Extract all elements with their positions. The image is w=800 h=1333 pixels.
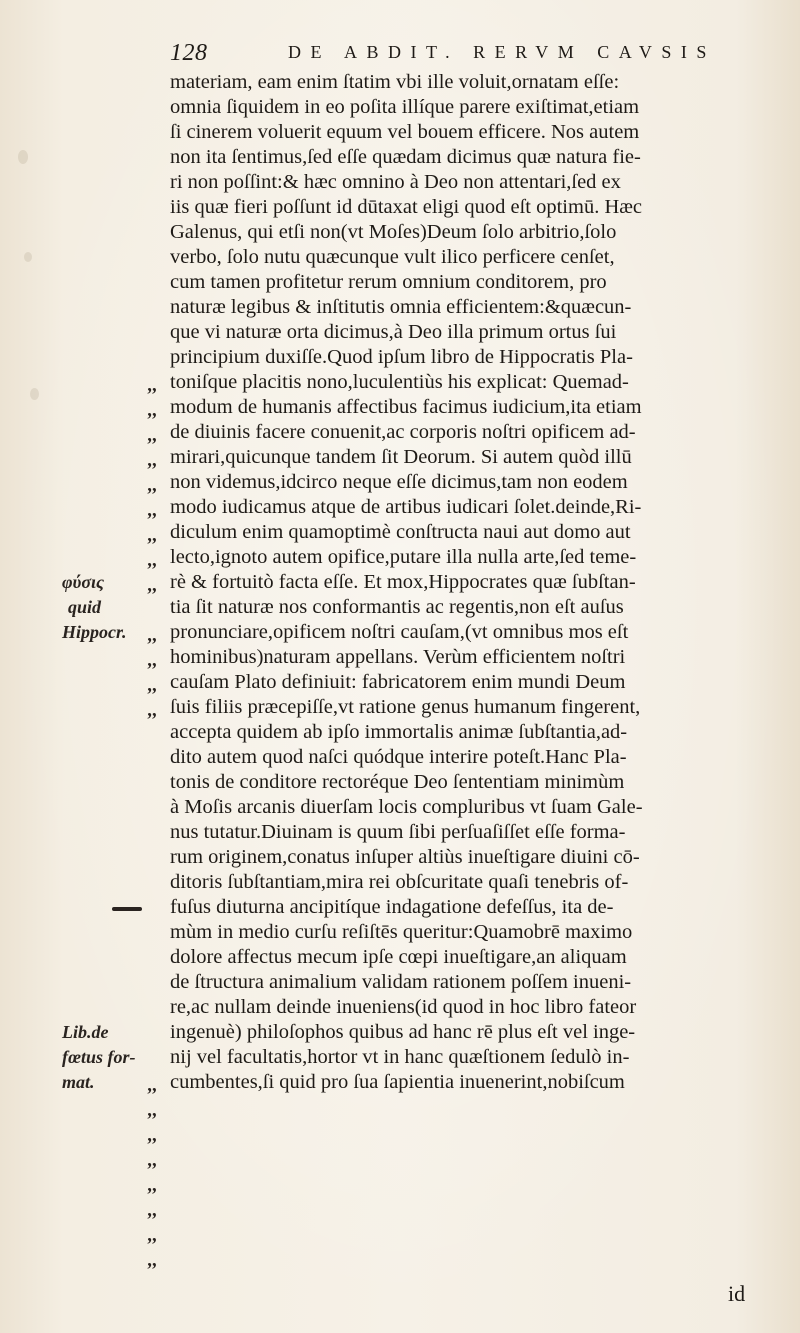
text-line: verbo, ſolo nutu quæcunque vult ilico perficere cenſet, <box>170 246 615 268</box>
quote-mark: ,, <box>148 1250 158 1271</box>
text-line: non ita ſentimus,ſed eſſe quædam dicimus quæ natura fie- <box>170 146 641 168</box>
ink-pointer-mark <box>112 907 142 911</box>
text-line: hominibus)naturam appellans. Verùm efficientem noſtri <box>170 646 626 668</box>
text-line: tia ſit naturæ nos conformantis ac regentis,non eſt auſus <box>170 596 624 618</box>
text-line: diculum enim quamoptimè conſtructa naui aut domo aut <box>170 521 631 543</box>
quote-mark: ,, <box>148 650 158 671</box>
margin-note-physis: φύσις <box>62 572 105 592</box>
text-line: rè & fortuitò facta eſſe. Et mox,Hippocrates quæ ſubſtan- <box>170 571 636 593</box>
margin-note-hippocr: Hippocr. <box>62 622 127 642</box>
quote-mark: ,, <box>148 450 158 471</box>
text-line: de ſtructura animalium validam rationem poſſem inueni- <box>170 971 632 993</box>
running-title: DE ABDIT. RERVM CAVSIS <box>288 42 716 62</box>
page-header <box>170 40 760 68</box>
text-line: dito autem quod naſci quódque interire poteſt.Hanc Pla- <box>170 746 627 768</box>
foxing-spot <box>18 150 28 164</box>
text-line: mùm in medio curſu reſiſtēs queritur:Quamobrē maximo <box>170 921 633 943</box>
quote-mark: ,, <box>148 475 158 496</box>
foxing-spot <box>30 388 39 400</box>
text-line: re,ac nullam deinde inueniens(id quod in hoc libro fateor <box>170 996 637 1018</box>
quote-mark: ,, <box>148 1200 158 1221</box>
quote-mark: ,, <box>148 1175 158 1196</box>
text-line: ditoris ſubſtantiam,mira rei obſcuritate quaſi tenebris of- <box>170 871 629 893</box>
text-line: cumbentes,ſi quid pro ſua ſapientia inuenerint,nobiſcum <box>170 1071 625 1093</box>
text-line: non videmus,idcirco neque eſſe dicimus,tam non eodem <box>170 471 628 493</box>
text-line: de diuinis facere conuenit,ac corporis noſtri opificem ad- <box>170 421 636 443</box>
text-line: modo iudicamus atque de artibus iudicari ſolet.deinde,Ri- <box>170 496 642 518</box>
margin-note-lib-de: Lib.de <box>62 1022 109 1042</box>
text-line: que vi naturæ orta dicimus,à Deo illa primum ortus ſui <box>170 321 617 343</box>
text-line: cum tamen profitetur rerum omnium conditorem, pro <box>170 271 607 293</box>
foxing-spot <box>24 252 32 262</box>
text-line: nus tutatur.Diuinam is quum ſibi perſuaſiſſet eſſe forma- <box>170 821 626 843</box>
quote-mark: ,, <box>148 500 158 521</box>
text-line: lecto,ignoto autem opifice,putare illa nulla arte,ſed teme- <box>170 546 637 568</box>
quote-mark: ,, <box>148 625 158 646</box>
text-line: iis quæ fieri poſſunt id dūtaxat eligi quod eſt optimū. Hæc <box>170 196 643 218</box>
margin-note-quid: quid <box>68 597 102 617</box>
quote-mark: ,, <box>148 1225 158 1246</box>
text-line: mirari,quicunque tandem ſit Deorum. Si autem quòd illū <box>170 446 632 468</box>
margin-note-foetus-for: fœtus for- <box>62 1047 136 1067</box>
text-line: rum originem,conatus inſuper altiùs inueſtigare diuini cō- <box>170 846 640 868</box>
quote-mark: ,, <box>148 675 158 696</box>
text-line: cauſam Plato definiuit: fabricatorem enim mundi Deum <box>170 671 626 693</box>
text-line: ri non poſſint:& hæc omnino à Deo non attentari,ſed ex <box>170 171 621 193</box>
quote-mark: ,, <box>148 700 158 721</box>
text-line: principium duxiſſe.Quod ipſum libro de Hippocratis Pla- <box>170 346 633 368</box>
text-line: toniſque placitis nono,luculentiùs his explicat: Quemad- <box>170 371 629 393</box>
text-line: dolore affectus mecum ipſe cœpi inueſtigare,an aliquam <box>170 946 627 968</box>
quote-mark: ,, <box>148 575 158 596</box>
quote-mark: ,, <box>148 550 158 571</box>
text-line: Galenus, qui etſi non(vt Moſes)Deum ſolo arbitrio,ſolo <box>170 221 617 243</box>
text-line: fuſus diuturna ancipitíque indagatione defeſſus, ita de- <box>170 896 614 918</box>
page-number: 128 <box>170 40 208 66</box>
text-line: omnia ſiquidem in eo poſita illíque parere exiſtimat,etiam <box>170 96 640 118</box>
quote-mark: ,, <box>148 425 158 446</box>
text-line: ingenuè) philoſophos quibus ad hanc rē plus eſt vel inge- <box>170 1021 636 1043</box>
text-line: accepta quidem ab ipſo immortalis animæ ſubſtantia,ad- <box>170 721 628 743</box>
text-line: tonis de conditore rectoréque Deo ſententiam minimùm <box>170 771 625 793</box>
catchword: id <box>728 1281 746 1306</box>
quote-mark: ,, <box>148 1075 158 1096</box>
margin-note-mat: mat. <box>62 1072 95 1092</box>
text-line: naturæ legibus & inſtitutis omnia efficientem:&quæcun- <box>170 296 632 318</box>
quote-mark: ,, <box>148 1150 158 1171</box>
text-line: ſi cinerem voluerit equum vel bouem efficere. Nos autem <box>170 121 640 143</box>
text-line: nij vel facultatis,hortor vt in hanc quæſtionem ſedulò in- <box>170 1046 630 1068</box>
text-line: pronunciare,opificem noſtri cauſam,(vt omnibus mos eſt <box>170 621 629 643</box>
text-line: ſuis filiis præcepiſſe,vt ratione genus humanum fingerent, <box>170 696 641 718</box>
quote-mark: ,, <box>148 1100 158 1121</box>
quote-mark: ,, <box>148 400 158 421</box>
quote-mark: ,, <box>148 525 158 546</box>
quote-mark: ,, <box>148 375 158 396</box>
text-line: modum de humanis affectibus facimus iudicium,ita etiam <box>170 396 642 418</box>
text-line: à Moſis arcanis diuerſam locis compluribus vt ſuam Gale- <box>170 796 643 818</box>
quote-mark: ,, <box>148 1125 158 1146</box>
text-line: materiam, eam enim ſtatim vbi ille voluit,ornatam eſſe: <box>170 71 620 93</box>
